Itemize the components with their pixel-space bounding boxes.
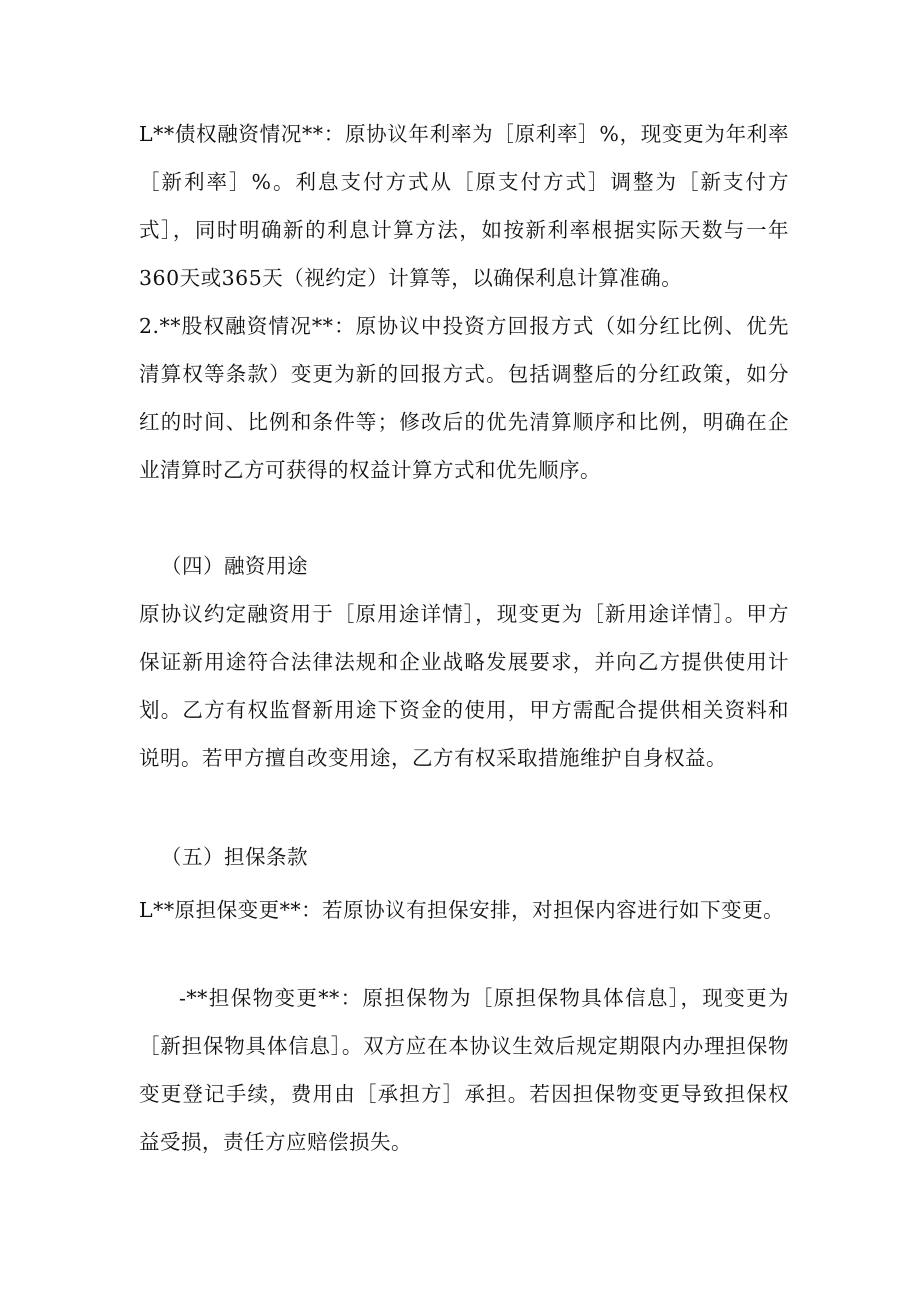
section-4-body: 原协议约定融资用于［原用途详情］，现变更为［新用途详情］。甲方保证新用途符合法律法规和企业战略发展要求，并向乙方提供使用计划。乙方有权监督新用途下资金的使用，甲方需配合提供相关资料和说明。若甲方擅自改变用途，乙方有权采取措施维护自身权益。 — [139, 602, 789, 770]
equity-financing-paragraph: 2.**股权融资情况**：原协议中投资方回报方式（如分红比例、优先清算权等条款）变更为新的回报方式。包括调整后的分红政策，如分红的时间、比例和条件等；修改后的优先清算顺序和比例，明确在企业清算时乙方可获得的权益计算方式和优先顺序。 — [139, 314, 789, 482]
guarantee-change-paragraph: L**原担保变更**：若原协议有担保安排，对担保内容进行如下变更。 — [139, 898, 785, 922]
section-5-heading: （五）担保条款 — [161, 845, 308, 869]
collateral-change-paragraph: -**担保物变更**：原担保物为［原担保物具体信息］，现变更为［新担保物具体信息］。双方应在本协议生效后规定期限内办理担保物变更登记手续，费用由［承担方］承担。若因担保物变更导致担保权益受损，责任方应赔偿损失。 — [139, 986, 789, 1154]
debt-financing-paragraph: L**债权融资情况**：原协议年利率为［原利率］%，现变更为年利率［新利率］%。利息支付方式从［原支付方式］调整为［新支付方式］，同时明确新的利息计算方法，如按新利率根据实际天数与一年360天或365天（视约定）计算等，以确保利息计算准确。 — [139, 122, 789, 290]
section-4-heading: （四）融资用途 — [161, 554, 308, 578]
